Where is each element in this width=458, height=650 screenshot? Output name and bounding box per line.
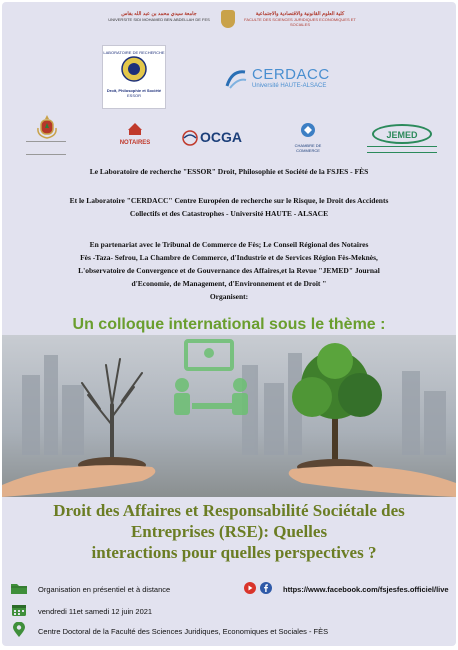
essor-logo-text-bottom: ESSOR <box>126 93 141 98</box>
title-line-1: Droit des Affaires et Responsabilité Sociétale des <box>53 501 405 520</box>
notaires-label: NOTAIRES <box>119 140 151 146</box>
faculty-name-french: FACULTE DES SCIENCES JURIDIQUES ECONOMIQUES ET SOCIALES <box>244 17 356 27</box>
lab-cerdacc-line-2: Collectifs et des Catastrophes - Université HAUTE - ALSACE <box>129 209 329 218</box>
partner-line-3: L'observatoire de Convergence et de Gouvernance des Affaires,et la Revue "JEMED" Journal <box>78 266 380 275</box>
faculty-logo <box>240 12 360 36</box>
event-location: Centre Doctoral de la Faculté des Sciences Juridiques, Economiques et Sociales - FÈS <box>38 627 329 636</box>
poster <box>2 2 456 646</box>
lab-cerdacc-line-1: Et le Laboratoire "CERDACC" Centre Européen de recherche sur le Risque, le Droit des Accidents <box>69 196 389 205</box>
university-logo <box>100 12 218 36</box>
cerdacc-name: CERDACC <box>252 66 330 83</box>
essor-logo <box>102 45 166 109</box>
tribunal-logo-text <box>26 141 66 155</box>
city-and-trees-scene <box>2 335 456 497</box>
university-name-french: UNIVERSITE SIDI MOHAMED BEN ABDELLAH DE FES <box>108 17 210 22</box>
green-tree-icon <box>292 343 382 465</box>
university-crest-icon <box>221 10 235 28</box>
organisation-mode: Organisation en présentiel et à distance <box>38 585 171 594</box>
chambre-commerce-logo <box>286 122 330 152</box>
title-line-3: interactions pour quelles perspectives ? <box>91 543 377 562</box>
jemed-label: JEMED <box>386 130 418 140</box>
chambre-commerce-emblem-icon <box>286 122 330 138</box>
university-name-arabic: جامعة سيدي محمد بن عبد الله بفاس <box>121 11 197 17</box>
right-hand-icon <box>289 466 456 497</box>
cerdacc-logo <box>224 66 354 94</box>
ocga-logo <box>182 128 252 148</box>
bare-tree-icon <box>82 359 142 463</box>
chambre-commerce-label: CHAMBRE DE COMMERCE <box>294 143 322 153</box>
essor-emblem-icon <box>103 55 165 83</box>
morocco-coat-of-arms-icon <box>36 114 58 140</box>
essor-logo-text-top: LABORATOIRE DE RECHERCHE <box>103 50 165 55</box>
location-pin-icon <box>13 622 25 638</box>
event-dates: vendredi 11et samedi 12 juin 2021 <box>38 607 153 616</box>
organisent-label: Organisent: <box>209 292 249 301</box>
meeting-icon <box>174 341 248 415</box>
jemed-badge <box>372 124 432 144</box>
faculty-name-arabic: كلية العلوم القانونية والاقتصادية والاجتماعية <box>255 11 345 17</box>
left-hand-icon <box>2 465 155 497</box>
cerdacc-subtitle: Université HAUTE-ALSACE <box>252 83 327 89</box>
facebook-icon[interactable] <box>260 582 272 594</box>
ocga-globe-icon <box>182 130 198 146</box>
ocga-label: OCGA <box>200 129 242 145</box>
essor-logo-text-middle: Droit, Philosophie et Société <box>106 88 162 93</box>
lab-essor-line: Le Laboratoire de recherche "ESSOR" Droit, Philosophie et Société de la FSJES - FÈS <box>89 167 369 176</box>
partner-line-4: d'Economie, de Management, d'Environnement et de Droit " <box>131 279 327 288</box>
hands-trees-illustration <box>2 335 456 497</box>
jemed-subtitle-lines <box>367 146 437 153</box>
title-line-2: Entreprises (RSE): Quelles <box>130 522 328 541</box>
partner-line-2: Fès -Taza- Sefrou, La Chambre de Commerce, d'Industrie et de Services Région Fès-Meknès, <box>80 253 378 262</box>
notaires-emblem-icon <box>112 122 158 136</box>
folder-icon <box>10 582 28 595</box>
colloque-theme-intro: Un colloque international sous le thème : <box>72 316 386 333</box>
notaires-logo <box>112 122 158 152</box>
calendar-icon <box>11 603 27 617</box>
jemed-logo <box>364 124 440 150</box>
youtube-icon[interactable] <box>244 582 256 594</box>
colloque-title <box>12 500 446 563</box>
cerdacc-swoosh-icon <box>224 68 248 90</box>
facebook-live-link[interactable]: https://www.facebook.com/fsjesfes.officiel/live <box>283 585 449 594</box>
partner-line-1: En partenariat avec le Tribunal de Commerce de Fès; Le Conseil Régional des Notaires <box>89 240 369 249</box>
